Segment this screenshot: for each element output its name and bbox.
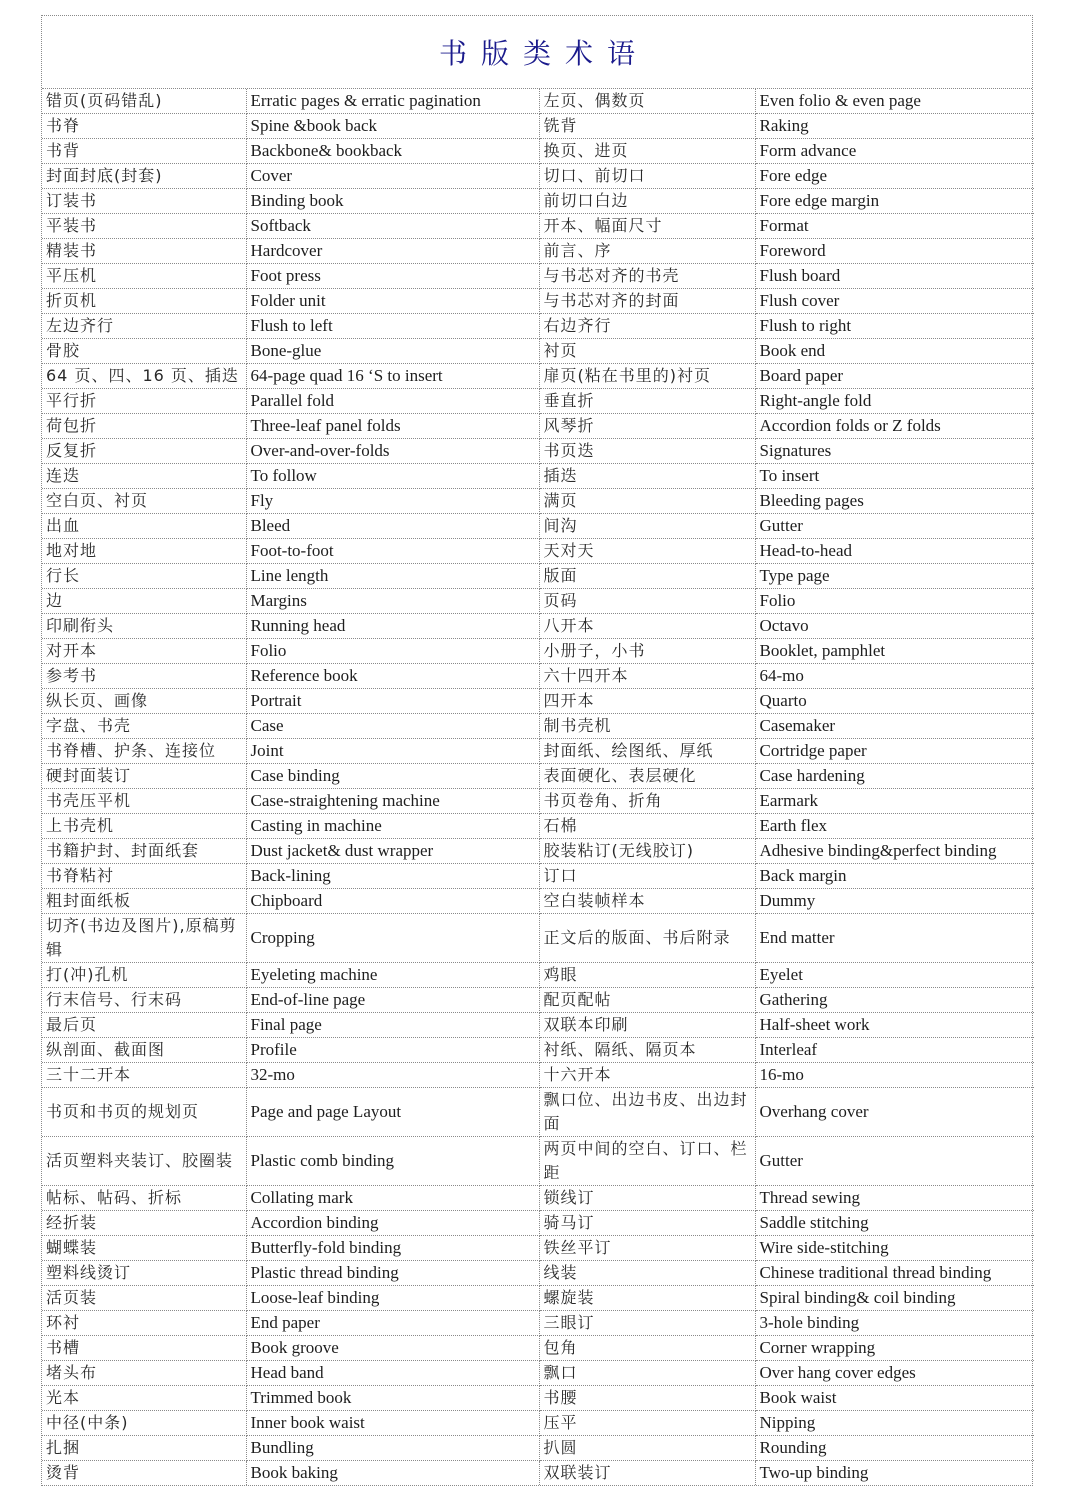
table-row [42, 1236, 1034, 1261]
glossary-table [42, 89, 1034, 1485]
table-row [42, 164, 1034, 189]
term-chinese-right: 压平 [539, 1411, 755, 1436]
term-english-left: Folio [246, 639, 539, 664]
table-row [42, 1137, 1034, 1186]
table-row [42, 314, 1034, 339]
term-english-right: Wire side-stitching [755, 1236, 1034, 1261]
table-row [42, 114, 1034, 139]
term-english-left: Cropping [246, 914, 539, 963]
term-english-left: Book groove [246, 1336, 539, 1361]
term-english-left: Head band [246, 1361, 539, 1386]
table-row [42, 1361, 1034, 1386]
term-chinese-right: 双联本印刷 [539, 1013, 755, 1038]
term-chinese-right: 螺旋装 [539, 1286, 755, 1311]
term-english-right: Fore edge [755, 164, 1034, 189]
table-row [42, 489, 1034, 514]
table-row [42, 564, 1034, 589]
term-chinese-right: 包角 [539, 1336, 755, 1361]
term-english-right: Signatures [755, 439, 1034, 464]
term-english-right: Corner wrapping [755, 1336, 1034, 1361]
term-english-right: Type page [755, 564, 1034, 589]
term-chinese-left: 书脊 [42, 114, 246, 139]
term-chinese-left: 荷包折 [42, 414, 246, 439]
term-english-left: Fly [246, 489, 539, 514]
table-row [42, 439, 1034, 464]
term-chinese-right: 铣背 [539, 114, 755, 139]
term-english-right: Flush to right [755, 314, 1034, 339]
term-english-left: Case [246, 714, 539, 739]
term-english-left: Erratic pages & erratic pagination [246, 89, 539, 114]
term-english-right: Right-angle fold [755, 389, 1034, 414]
table-row [42, 589, 1034, 614]
term-chinese-right: 书页迭 [539, 439, 755, 464]
term-english-right: Board paper [755, 364, 1034, 389]
table-row [42, 1063, 1034, 1088]
term-chinese-left: 三十二开本 [42, 1063, 246, 1088]
term-chinese-left: 经折装 [42, 1211, 246, 1236]
term-chinese-left: 反复折 [42, 439, 246, 464]
term-english-left: To follow [246, 464, 539, 489]
term-english-right: Rounding [755, 1436, 1034, 1461]
table-row [42, 239, 1034, 264]
term-english-right: Spiral binding& coil binding [755, 1286, 1034, 1311]
term-chinese-left: 平装书 [42, 214, 246, 239]
term-english-right: Booklet, pamphlet [755, 639, 1034, 664]
term-chinese-left: 书背 [42, 139, 246, 164]
term-chinese-left: 蝴蝶装 [42, 1236, 246, 1261]
term-english-left: Collating mark [246, 1186, 539, 1211]
term-chinese-right: 衬纸、隔纸、隔页本 [539, 1038, 755, 1063]
term-chinese-left: 空白页、衬页 [42, 489, 246, 514]
term-chinese-left: 活页装 [42, 1286, 246, 1311]
table-row [42, 764, 1034, 789]
term-english-right: Earth flex [755, 814, 1034, 839]
term-chinese-right: 小册子，小书 [539, 639, 755, 664]
term-chinese-left: 书籍护封、封面纸套 [42, 839, 246, 864]
term-chinese-left: 扎捆 [42, 1436, 246, 1461]
term-english-right: Book end [755, 339, 1034, 364]
term-english-left: Plastic thread binding [246, 1261, 539, 1286]
table-row [42, 1088, 1034, 1137]
table-row [42, 614, 1034, 639]
term-chinese-right: 锁线订 [539, 1186, 755, 1211]
term-english-left: Foot-to-foot [246, 539, 539, 564]
term-english-right: Over hang cover edges [755, 1361, 1034, 1386]
term-english-left: Plastic comb binding [246, 1137, 539, 1186]
term-chinese-right: 三眼订 [539, 1311, 755, 1336]
table-row [42, 389, 1034, 414]
table-row [42, 839, 1034, 864]
term-chinese-left: 上书壳机 [42, 814, 246, 839]
table-row [42, 1186, 1034, 1211]
term-english-right: Flush cover [755, 289, 1034, 314]
term-chinese-left: 书脊槽、护条、连接位 [42, 739, 246, 764]
term-chinese-right: 制书壳机 [539, 714, 755, 739]
term-english-left: Flush to left [246, 314, 539, 339]
term-english-left: Binding book [246, 189, 539, 214]
term-chinese-right: 插迭 [539, 464, 755, 489]
term-chinese-right: 双联装订 [539, 1461, 755, 1486]
term-english-left: Portrait [246, 689, 539, 714]
term-english-right: Form advance [755, 139, 1034, 164]
term-chinese-right: 四开本 [539, 689, 755, 714]
term-english-right: Dummy [755, 889, 1034, 914]
term-chinese-left: 塑料线烫订 [42, 1261, 246, 1286]
table-row [42, 264, 1034, 289]
term-chinese-right: 间沟 [539, 514, 755, 539]
table-row [42, 963, 1034, 988]
table-row [42, 1286, 1034, 1311]
term-english-left: Page and page Layout [246, 1088, 539, 1137]
term-english-left: Spine &book back [246, 114, 539, 139]
term-english-right: Thread sewing [755, 1186, 1034, 1211]
term-chinese-left: 帖标、帖码、折标 [42, 1186, 246, 1211]
term-english-right: Quarto [755, 689, 1034, 714]
term-english-right: Accordion folds or Z folds [755, 414, 1034, 439]
table-row [42, 814, 1034, 839]
term-english-right: Even folio & even page [755, 89, 1034, 114]
term-english-left: Bundling [246, 1436, 539, 1461]
term-chinese-left: 印刷衔头 [42, 614, 246, 639]
table-row [42, 864, 1034, 889]
term-english-right: End matter [755, 914, 1034, 963]
term-chinese-left: 堵头布 [42, 1361, 246, 1386]
table-row [42, 289, 1034, 314]
term-chinese-left: 粗封面纸板 [42, 889, 246, 914]
term-chinese-right: 前言、序 [539, 239, 755, 264]
term-chinese-right: 线装 [539, 1261, 755, 1286]
term-chinese-right: 正文后的版面、书后附录 [539, 914, 755, 963]
term-chinese-right: 六十四开本 [539, 664, 755, 689]
term-english-right: Gutter [755, 514, 1034, 539]
term-chinese-left: 平行折 [42, 389, 246, 414]
term-english-left: Case binding [246, 764, 539, 789]
term-english-right: Gutter [755, 1137, 1034, 1186]
term-english-left: Folder unit [246, 289, 539, 314]
term-chinese-right: 版面 [539, 564, 755, 589]
table-row [42, 1411, 1034, 1436]
term-english-left: Bleed [246, 514, 539, 539]
term-chinese-left: 活页塑料夹装订、胶圈装 [42, 1137, 246, 1186]
term-chinese-right: 风琴折 [539, 414, 755, 439]
term-english-left: 32-mo [246, 1063, 539, 1088]
term-chinese-right: 书腰 [539, 1386, 755, 1411]
glossary-sheet [41, 15, 1033, 1486]
term-chinese-left: 错页(页码错乱) [42, 89, 246, 114]
term-chinese-right: 左页、偶数页 [539, 89, 755, 114]
term-english-left: Joint [246, 739, 539, 764]
term-english-left: Inner book waist [246, 1411, 539, 1436]
term-chinese-right: 满页 [539, 489, 755, 514]
term-english-left: Butterfly-fold binding [246, 1236, 539, 1261]
term-english-right: Octavo [755, 614, 1034, 639]
term-english-left: End-of-line page [246, 988, 539, 1013]
table-row [42, 1261, 1034, 1286]
term-chinese-right: 右边齐行 [539, 314, 755, 339]
term-chinese-right: 与书芯对齐的书壳 [539, 264, 755, 289]
table-row [42, 1436, 1034, 1461]
term-chinese-left: 订装书 [42, 189, 246, 214]
term-chinese-left: 地对地 [42, 539, 246, 564]
term-chinese-left: 折页机 [42, 289, 246, 314]
term-english-right: Foreword [755, 239, 1034, 264]
table-row [42, 214, 1034, 239]
term-english-right: Interleaf [755, 1038, 1034, 1063]
term-chinese-left: 纵剖面、截面图 [42, 1038, 246, 1063]
table-row [42, 889, 1034, 914]
term-english-left: Loose-leaf binding [246, 1286, 539, 1311]
term-chinese-right: 与书芯对齐的封面 [539, 289, 755, 314]
table-row [42, 1386, 1034, 1411]
table-row [42, 464, 1034, 489]
term-english-left: Accordion binding [246, 1211, 539, 1236]
term-english-right: Folio [755, 589, 1034, 614]
term-chinese-right: 铁丝平订 [539, 1236, 755, 1261]
term-english-left: Line length [246, 564, 539, 589]
table-row [42, 89, 1034, 114]
term-chinese-left: 烫背 [42, 1461, 246, 1486]
term-english-right: Head-to-head [755, 539, 1034, 564]
term-chinese-left: 封面封底(封套) [42, 164, 246, 189]
term-chinese-right: 天对天 [539, 539, 755, 564]
table-row [42, 739, 1034, 764]
table-row [42, 714, 1034, 739]
term-chinese-right: 扉页(粘在书里的)衬页 [539, 364, 755, 389]
term-chinese-left: 参考书 [42, 664, 246, 689]
term-english-right: Cortridge paper [755, 739, 1034, 764]
term-chinese-right: 前切口白边 [539, 189, 755, 214]
term-chinese-left: 骨胶 [42, 339, 246, 364]
term-english-left: Casting in machine [246, 814, 539, 839]
term-chinese-left: 书壳压平机 [42, 789, 246, 814]
term-chinese-left: 左边齐行 [42, 314, 246, 339]
term-english-right: Casemaker [755, 714, 1034, 739]
term-chinese-right: 鸡眼 [539, 963, 755, 988]
term-chinese-right: 封面纸、绘图纸、厚纸 [539, 739, 755, 764]
table-row [42, 1013, 1034, 1038]
term-english-right: Format [755, 214, 1034, 239]
table-row [42, 514, 1034, 539]
term-chinese-right: 开本、幅面尺寸 [539, 214, 755, 239]
term-chinese-right: 表面硬化、表层硬化 [539, 764, 755, 789]
term-english-left: Softback [246, 214, 539, 239]
term-english-left: Dust jacket& dust wrapper [246, 839, 539, 864]
term-chinese-left: 光本 [42, 1386, 246, 1411]
term-english-right: Case hardening [755, 764, 1034, 789]
table-row [42, 914, 1034, 963]
term-chinese-left: 最后页 [42, 1013, 246, 1038]
term-chinese-right: 石棉 [539, 814, 755, 839]
term-english-right: Nipping [755, 1411, 1034, 1436]
term-chinese-right: 衬页 [539, 339, 755, 364]
term-chinese-left: 字盘、书壳 [42, 714, 246, 739]
term-chinese-left: 边 [42, 589, 246, 614]
term-english-right: 64-mo [755, 664, 1034, 689]
table-row [42, 1336, 1034, 1361]
term-english-left: Chipboard [246, 889, 539, 914]
table-row [42, 639, 1034, 664]
table-row [42, 364, 1034, 389]
table-row [42, 1038, 1034, 1063]
term-english-right: Two-up binding [759, 1463, 869, 1482]
term-english-left: Parallel fold [246, 389, 539, 414]
term-english-left: Over-and-over-folds [246, 439, 539, 464]
term-english-left: Margins [246, 589, 539, 614]
term-english-right: Saddle stitching [755, 1211, 1034, 1236]
term-english-left: Running head [246, 614, 539, 639]
term-chinese-right: 飘口位、出边书皮、出边封面 [539, 1088, 755, 1137]
term-chinese-left: 中径(中条) [42, 1411, 246, 1436]
term-chinese-left: 精装书 [42, 239, 246, 264]
term-chinese-right: 订口 [539, 864, 755, 889]
term-english-right: Book waist [755, 1386, 1034, 1411]
term-chinese-left: 出血 [42, 514, 246, 539]
term-english-left: Final page [246, 1013, 539, 1038]
term-chinese-left: 连迭 [42, 464, 246, 489]
table-row [42, 1311, 1034, 1336]
table-row [42, 664, 1034, 689]
term-english-left: End paper [246, 1311, 539, 1336]
term-english-left: 64-page quad 16 ‘S to insert [246, 364, 539, 389]
term-english-right: Earmark [755, 789, 1034, 814]
term-english-left: Three-leaf panel folds [246, 414, 539, 439]
term-english-right: Bleeding pages [755, 489, 1034, 514]
term-english-left: Reference book [246, 664, 539, 689]
term-chinese-left: 书脊粘衬 [42, 864, 246, 889]
term-chinese-left: 书页和书页的规划页 [42, 1088, 246, 1137]
term-chinese-left: 行末信号、行末码 [42, 988, 246, 1013]
term-english-left: Cover [246, 164, 539, 189]
term-chinese-right: 飘口 [539, 1361, 755, 1386]
term-english-right: Fore edge margin [755, 189, 1034, 214]
term-chinese-right: 垂直折 [539, 389, 755, 414]
term-english-left: Profile [246, 1038, 539, 1063]
table-row [42, 189, 1034, 214]
term-english-right: To insert [755, 464, 1034, 489]
term-english-left: Backbone& bookback [246, 139, 539, 164]
term-english-right: Raking [755, 114, 1034, 139]
table-row [42, 789, 1034, 814]
term-english-left: Hardcover [246, 239, 539, 264]
term-chinese-right: 配页配帖 [539, 988, 755, 1013]
table-row [42, 689, 1034, 714]
term-english-left: Foot press [246, 264, 539, 289]
term-chinese-left: 行长 [42, 564, 246, 589]
term-chinese-left: 对开本 [42, 639, 246, 664]
term-chinese-right: 十六开本 [539, 1063, 755, 1088]
term-chinese-right: 胶装粘订(无线胶订) [539, 839, 755, 864]
term-chinese-right: 八开本 [539, 614, 755, 639]
term-english-left: Back-lining [246, 864, 539, 889]
term-chinese-left: 平压机 [42, 264, 246, 289]
term-chinese-left: 硬封面装订 [42, 764, 246, 789]
term-english-left: Book baking [246, 1461, 539, 1486]
term-chinese-right: 页码 [539, 589, 755, 614]
table-row [42, 139, 1034, 164]
term-chinese-right: 扒圆 [539, 1436, 755, 1461]
term-chinese-right: 切口、前切口 [539, 164, 755, 189]
term-english-left: Trimmed book [246, 1386, 539, 1411]
table-row [42, 339, 1034, 364]
term-chinese-right: 换页、进页 [539, 139, 755, 164]
term-english-right: Eyelet [755, 963, 1034, 988]
table-row [42, 539, 1034, 564]
term-chinese-left: 纵长页、画像 [42, 689, 246, 714]
term-chinese-left: 书槽 [42, 1336, 246, 1361]
table-row [42, 1211, 1034, 1236]
term-english-left: Eyeleting machine [246, 963, 539, 988]
term-chinese-right: 骑马订 [539, 1211, 755, 1236]
term-english-right: Half-sheet work [755, 1013, 1034, 1038]
term-english-right: Adhesive binding&perfect binding [755, 839, 1034, 864]
term-english-right: 16-mo [755, 1063, 1034, 1088]
term-chinese-left: 64 页、四、16 页、插迭 [42, 364, 246, 389]
glossary-table-body [42, 89, 1034, 1485]
term-chinese-right: 书页卷角、折角 [539, 789, 755, 814]
table-row [42, 988, 1034, 1013]
term-english-right: Chinese traditional thread binding [755, 1261, 1034, 1286]
term-english-right: Back margin [755, 864, 1034, 889]
term-chinese-left: 切齐(书边及图片),原稿剪辑 [42, 914, 246, 963]
term-chinese-left: 环衬 [42, 1311, 246, 1336]
term-english-right: Gathering [755, 988, 1034, 1013]
term-chinese-right: 两页中间的空白、订口、栏距 [539, 1137, 755, 1186]
page-title: 书版类术语 [438, 37, 649, 70]
term-chinese-right: 空白装帧样本 [539, 889, 755, 914]
term-chinese-left: 打(冲)孔机 [42, 963, 246, 988]
term-english-left: Case-straightening machine [246, 789, 539, 814]
term-english-right: 3-hole binding [755, 1311, 1034, 1336]
term-english-right: Flush board [755, 264, 1034, 289]
title-row [42, 16, 1032, 89]
term-english-left: Bone-glue [246, 339, 539, 364]
table-row [42, 414, 1034, 439]
table-row [42, 1461, 1034, 1486]
term-english-right: Overhang cover [755, 1088, 1034, 1137]
